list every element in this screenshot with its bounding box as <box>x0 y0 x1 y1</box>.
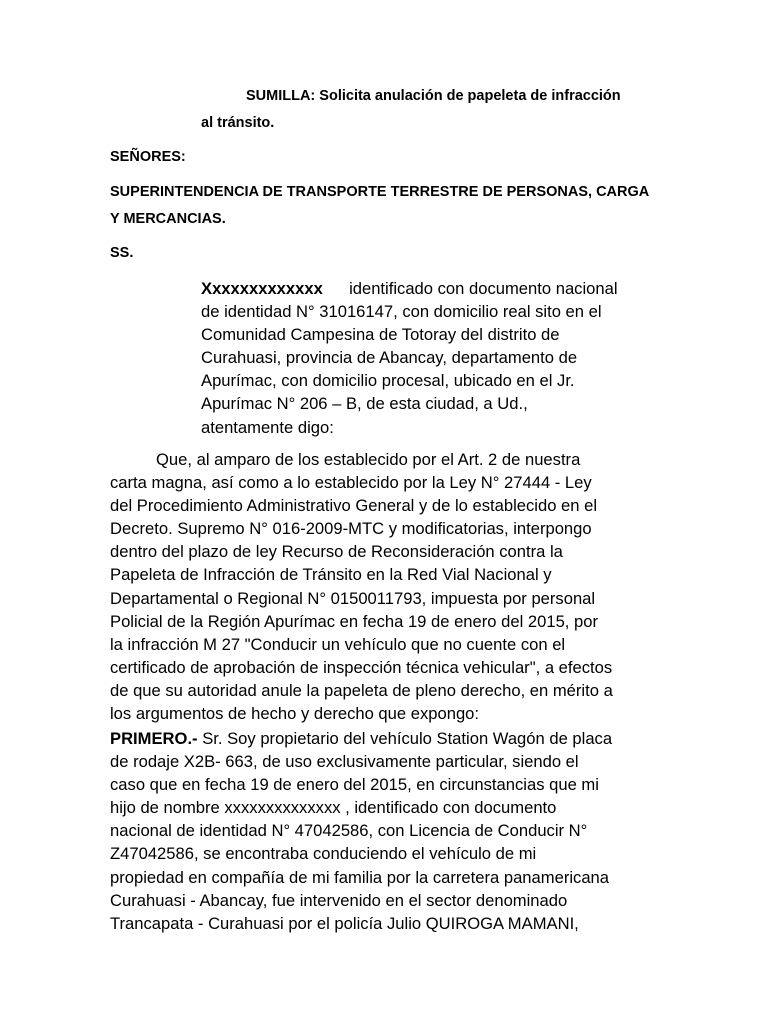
intro-line-4: Curahuasi, provincia de Abancay, departamento de <box>201 348 578 368</box>
sumilla-line-2: al tránsito. <box>201 115 275 131</box>
entity-name-line-2: Y MERCANCIAS. <box>110 211 226 227</box>
entity-name-line-1: SUPERINTENDENCIA DE TRANSPORTE TERRESTRE DE PERSONAS, CARGA <box>110 184 650 200</box>
primero-line-2: de rodaje X2B- 663, de uso exclusivamente particular, siendo el <box>110 752 579 772</box>
body-line-12: los argumentos de hecho y derecho que expongo: <box>110 704 480 724</box>
intro-line-2: de identidad N° 31016147, con domicilio real sito en el <box>201 302 602 322</box>
primero-heading: PRIMERO.- <box>110 729 198 748</box>
intro-line-1-text: identificado con documento nacional <box>349 279 618 298</box>
ss-abbreviation: SS. <box>110 245 134 261</box>
primero-line-8: Curahuasi - Abancay, fue intervenido en el sector denominado <box>110 890 568 910</box>
primero-paragraph <box>110 727 657 935</box>
primero-line-1-text: Sr. Soy propietario del vehículo Station Wagón de placa <box>202 729 613 748</box>
intro-paragraph <box>201 277 657 439</box>
primero-line-9: Trancapata - Curahuasi por el policía Julio QUIROGA MAMANI, <box>110 913 579 933</box>
body-line-5: dentro del plazo de ley Recurso de Reconsideración contra la <box>110 542 563 562</box>
body-line-10: certificado de aprobación de inspección técnica vehicular", a efectos <box>110 657 613 677</box>
sumilla-line-1: SUMILLA: Solicita anulación de papeleta de infracción <box>246 88 621 104</box>
body-line-2: carta magna, así como a lo establecido por la Ley N° 27444 - Ley <box>110 473 592 493</box>
body-paragraph <box>110 448 657 725</box>
body-line-7: Departamental o Regional N° 0150011793, impuesta por personal <box>110 588 596 608</box>
intro-line-5: Apurímac, con domicilio procesal, ubicado en el Jr. <box>201 371 575 391</box>
intro-line-7: atentamente digo: <box>201 417 334 437</box>
intro-line-1 <box>201 277 657 300</box>
primero-line-7: propiedad en compañía de mi familia por la carretera panamericana <box>110 867 610 887</box>
body-line-1: Que, al amparo de los establecido por el Art. 2 de nuestra <box>156 450 581 469</box>
primero-line-3: caso que en fecha 19 de enero del 2015, en circunstancias que mi <box>110 775 599 795</box>
intro-line-3: Comunidad Campesina de Totoray del distrito de <box>201 325 560 345</box>
body-line-3: del Procedimiento Administrativo General y de lo establecido en el <box>110 496 598 516</box>
applicant-name: Xxxxxxxxxxxxx <box>201 279 323 298</box>
primero-line-5: nacional de identidad N° 47042586, con Licencia de Conducir N° <box>110 821 588 841</box>
body-line-11: de que su autoridad anule la papeleta de pleno derecho, en mérito a <box>110 680 613 700</box>
body-line-9: la infracción M 27 "Conducir un vehículo que no cuente con el <box>110 634 566 654</box>
primero-line-1 <box>110 727 657 750</box>
body-line-8: Policial de la Región Apurímac en fecha 19 de enero del 2015, por <box>110 611 599 631</box>
primero-line-6: Z47042586, se encontraba conduciendo el vehículo de mi <box>110 844 537 864</box>
primero-line-4: hijo de nombre xxxxxxxxxxxxxx , identificado con documento <box>110 798 557 818</box>
salutation: SEÑORES: <box>110 149 186 165</box>
body-line-4: Decreto. Supremo N° 016-2009-MTC y modificatorias, interpongo <box>110 519 592 539</box>
intro-line-6: Apurímac N° 206 – B, de esta ciudad, a Ud., <box>201 394 528 414</box>
body-line-6: Papeleta de Infracción de Tránsito en la Red Vial Nacional y <box>110 565 552 585</box>
